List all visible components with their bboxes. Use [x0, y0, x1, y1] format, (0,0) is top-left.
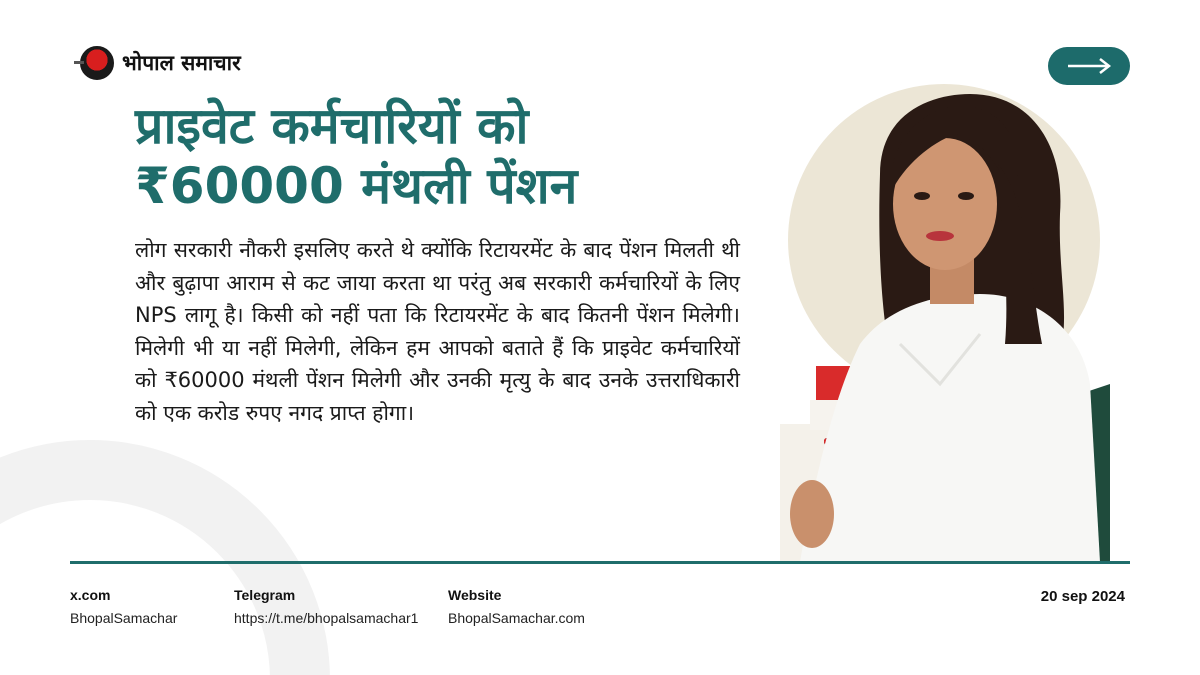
footer-x-handle[interactable]: BhopalSamachar: [70, 610, 178, 626]
footer-telegram-label: Telegram: [234, 587, 296, 603]
brand-logo-icon: [80, 46, 114, 80]
brand-name: भोपाल समाचार: [122, 51, 241, 75]
footer-telegram-link[interactable]: https://t.me/bhopalsamachar1: [234, 610, 419, 626]
footer-telegram: [234, 587, 418, 626]
background-arc: [0, 440, 330, 675]
next-button[interactable]: [1048, 47, 1130, 85]
article-body: लोग सरकारी नौकरी इसलिए करते थे क्योंकि रिटायरमेंट के बाद पेंशन मिलती थी और बुढ़ापा आराम से कट जाया करता था परंतु अब सरकारी कर्मचारियों के लिए NPS लागू है। किसी को नहीं पता कि रिटायरमेंट के बाद कितनी पेंशन मिलेगी। मिलेगी भी या नहीं मिलेगी, लेकिन हम आपको बताते हैं कि प्राइवेट कर्मचारियों को ₹60000 मंथली पेंशन मिलेगी और उनकी मृत्यु के बाद उनके उत्तराधिकारी को एक करोड रुपए नगद प्राप्त होगा।: [135, 238, 740, 425]
headline-line-2: ₹60000 मंथली पेंशन: [135, 157, 578, 215]
footer-x: [70, 587, 177, 626]
footer-divider: [70, 561, 1130, 564]
footer-website: [448, 587, 585, 626]
footer-website-label: Website: [448, 587, 502, 603]
publish-date: 20 sep 2024: [1040, 588, 1125, 605]
page-title: [135, 96, 755, 216]
brand: [80, 46, 241, 80]
footer-website-link[interactable]: BhopalSamachar.com: [448, 610, 585, 626]
woman-photo: [780, 84, 1110, 562]
arrow-right-icon: [1066, 57, 1112, 75]
footer-x-label: x.com: [70, 587, 111, 603]
headline-line-1: प्राइवेट कर्मचारियों को: [135, 97, 529, 155]
